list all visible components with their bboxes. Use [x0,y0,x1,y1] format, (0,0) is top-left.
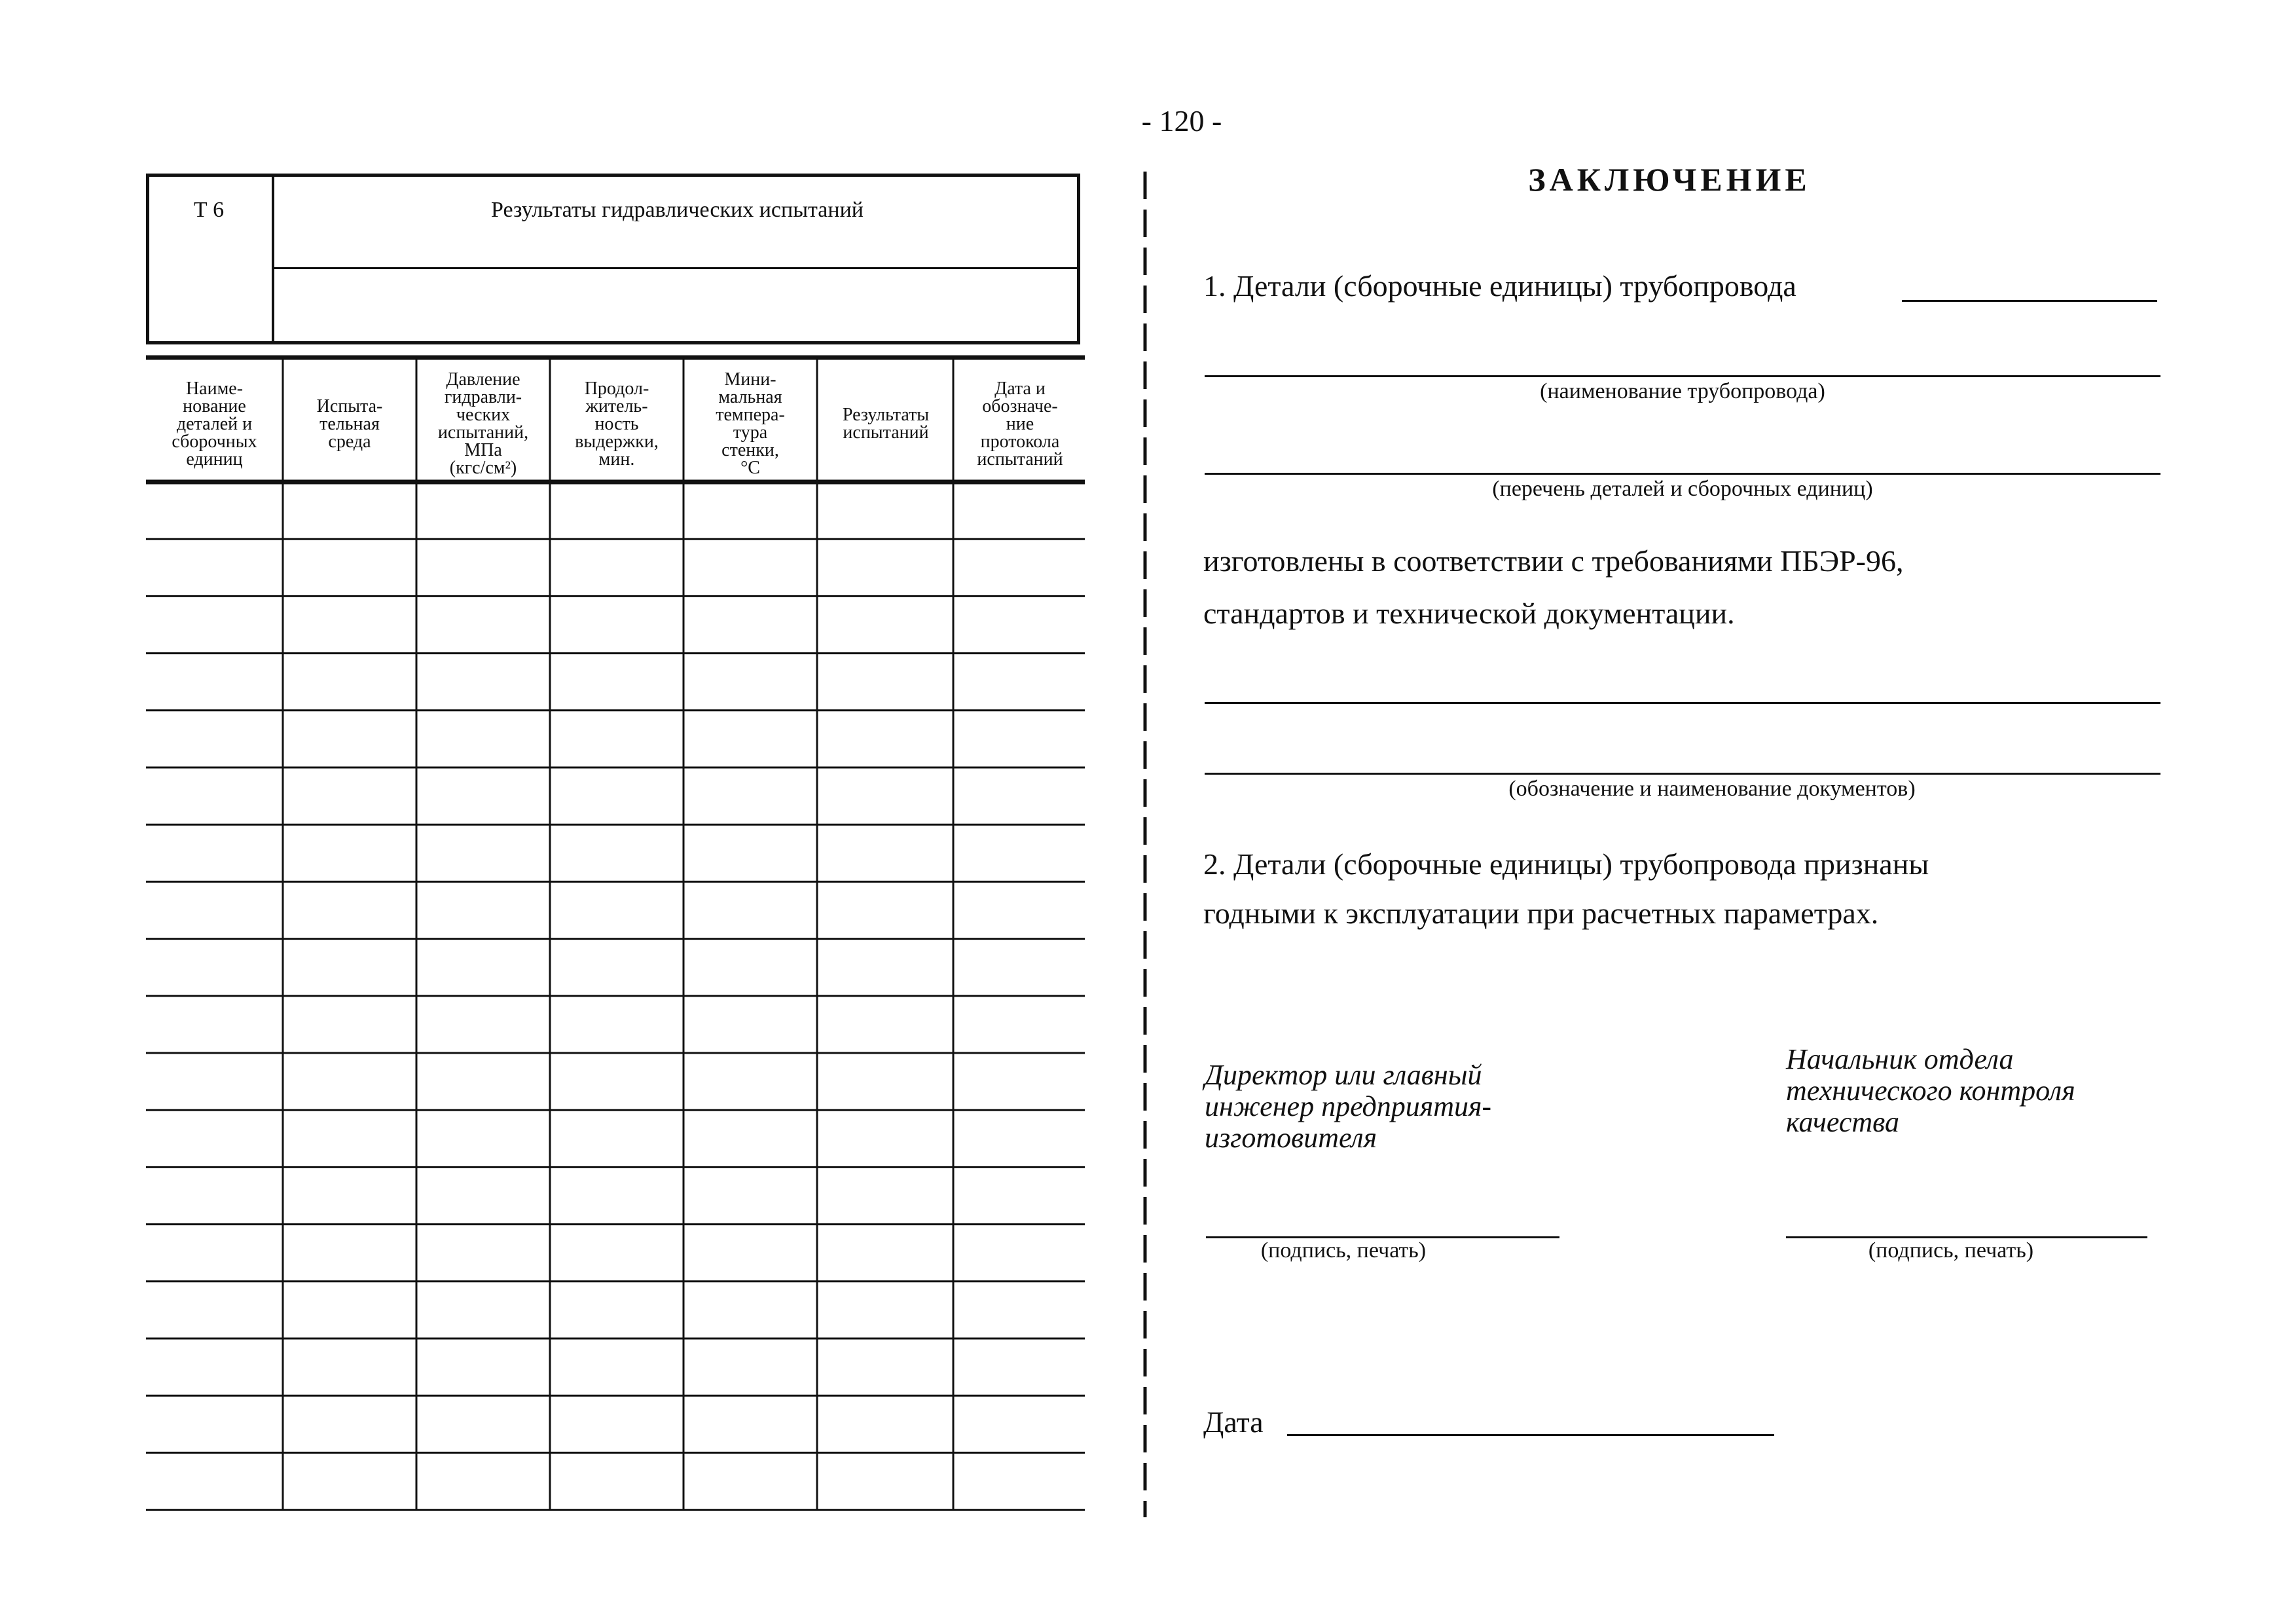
table-cell[interactable] [818,883,952,936]
pipeline-name-line[interactable] [1205,375,2160,377]
table-cell[interactable] [818,541,952,594]
table-cell[interactable] [551,998,682,1051]
table-cell[interactable] [955,941,1084,994]
table-cell[interactable] [147,941,282,994]
table-cell[interactable] [147,598,282,651]
col-header-line: (кгс/см²) [449,458,517,478]
table-cell[interactable] [147,826,282,879]
table-cell[interactable] [551,1340,682,1393]
col-header-line: испытаний [977,449,1063,470]
table-cell[interactable] [284,1055,415,1108]
table-cell[interactable] [147,1112,282,1165]
table-cell[interactable] [418,1227,549,1280]
col-header-line: тельная [319,413,380,434]
documents-line-2[interactable] [1205,773,2160,775]
table-cell[interactable] [284,998,415,1051]
table-cell[interactable] [147,541,282,594]
table-cell[interactable] [955,1055,1084,1108]
table-cell[interactable] [147,1283,282,1337]
table-cell[interactable] [551,941,682,994]
table-cell[interactable] [418,941,549,994]
table-cell[interactable] [418,1397,549,1450]
table-cell[interactable] [551,1055,682,1108]
col-header-line: единиц [186,449,243,470]
table-cell[interactable] [955,484,1084,537]
table-cell[interactable] [284,769,415,822]
table-cell[interactable] [418,1112,549,1165]
table-cell[interactable] [955,883,1084,936]
table-cell[interactable] [147,883,282,936]
col-header-line: мальная [718,387,782,407]
table-cell[interactable] [955,769,1084,822]
signature-caption-left: (подпись, печать) [1260,1238,1427,1263]
table-cell[interactable] [955,1397,1084,1450]
table-cell[interactable] [284,1397,415,1450]
table-cell[interactable] [685,769,816,822]
signatory-right-line: технического контроля [1786,1075,2075,1107]
table-cell[interactable] [147,998,282,1051]
table-cell[interactable] [418,1055,549,1108]
col-header-line: испытаний, [437,422,529,443]
col-header-line: ческих [456,405,511,425]
table-cell[interactable] [955,1454,1084,1507]
table-cell[interactable] [551,1397,682,1450]
table-cell[interactable] [818,1283,952,1337]
table-cell[interactable] [418,769,549,822]
form-title: Результаты гидравлических испытаний [491,198,864,222]
table-cell[interactable] [551,1454,682,1507]
table-cell[interactable] [818,826,952,879]
caption-documents: (обозначение и наименование документов) [1508,777,1916,801]
col-header-line: испытаний [843,422,929,443]
date-line[interactable] [1287,1434,1774,1436]
table-cell[interactable] [147,484,282,537]
table-cell[interactable] [818,1227,952,1280]
table-cell[interactable] [418,712,549,766]
caption-pipeline: (наименование трубопровода) [1540,379,1825,403]
table-cell[interactable] [818,769,952,822]
table-cell[interactable] [685,998,816,1051]
table-cell[interactable] [955,1340,1084,1393]
col-header-line: протокола [980,431,1060,452]
table-cell[interactable] [418,541,549,594]
table-cell[interactable] [685,1397,816,1450]
table-cell[interactable] [551,541,682,594]
col-header-line: Дата и [994,378,1046,399]
col-header-line: обозначе- [982,396,1058,416]
signature-caption-right: (подпись, печать) [1868,1238,2034,1263]
caption-parts: (перечень деталей и сборочных единиц) [1492,477,1873,501]
col-header-line: выдержки, [575,431,659,452]
date-label: Дата [1203,1405,1264,1439]
conclusion-title: ЗАКЛЮЧЕНИЕ [1528,161,1811,198]
table-cell[interactable] [418,484,549,537]
table-cell[interactable] [551,769,682,822]
col-header-line: Испыта- [316,396,383,416]
col-header-duration [551,365,682,482]
form-subtitle-field[interactable] [274,269,1078,341]
cut-line-divider [1142,172,1148,1517]
col-header-pressure [418,365,549,482]
table-cell[interactable] [955,1227,1084,1280]
table-cell[interactable] [818,1169,952,1222]
signatory-right-title [1786,1044,2075,1138]
col-header-line: ние [1006,413,1034,434]
table-cell[interactable] [284,655,415,709]
table-cell[interactable] [818,712,952,766]
table-cell[interactable] [551,883,682,936]
table-cell[interactable] [685,1112,816,1165]
table-cell[interactable] [284,883,415,936]
table-cell[interactable] [551,598,682,651]
parts-list-line[interactable] [1205,473,2160,475]
form-code: Т 6 [193,198,225,222]
col-header-line: МПа [464,440,502,460]
table-cell[interactable] [685,941,816,994]
table-cell[interactable] [147,1169,282,1222]
col-header-line: тура [733,422,768,443]
table-cell[interactable] [955,826,1084,879]
col-header-line: мин. [598,449,635,470]
page-number: - 120 - [1141,104,1222,138]
table-cell[interactable] [418,1454,549,1507]
table-cell[interactable] [284,941,415,994]
col-header-line: житель- [585,396,648,416]
table-cell[interactable] [147,1340,282,1393]
table-cell[interactable] [284,1340,415,1393]
table-cell[interactable] [685,1169,816,1222]
table-cell[interactable] [551,826,682,879]
table-cell[interactable] [955,712,1084,766]
table-cell[interactable] [818,998,952,1051]
table-cell[interactable] [955,998,1084,1051]
table-cell[interactable] [147,1397,282,1450]
table-cell[interactable] [955,655,1084,709]
col-header-line: Продол- [584,378,649,399]
table-cell[interactable] [418,998,549,1051]
table-cell[interactable] [685,655,816,709]
table-cell[interactable] [284,598,415,651]
table-cell[interactable] [418,655,549,709]
table-cell[interactable] [551,655,682,709]
table-cell[interactable] [418,1340,549,1393]
compliance-line-1: изготовлены в соответствии с требованиями ПБЭР-96, [1203,544,1904,578]
table-cell[interactable] [284,1454,415,1507]
table-cell[interactable] [284,1227,415,1280]
table-cell[interactable] [284,1112,415,1165]
col-header-min-temperature [685,365,816,482]
col-header-line: Мини- [724,369,776,390]
table-cell[interactable] [818,1454,952,1507]
table-cell[interactable] [551,1283,682,1337]
table-cell[interactable] [147,712,282,766]
table-cell[interactable] [818,1112,952,1165]
table-cell[interactable] [685,1283,816,1337]
table-cell[interactable] [818,655,952,709]
table-cell[interactable] [685,712,816,766]
table-cell[interactable] [147,1227,282,1280]
signatory-left-line: инженер предприятия- [1205,1090,1492,1122]
table-cell[interactable] [818,941,952,994]
col-header-line: гидравли- [444,387,522,407]
table-cell[interactable] [685,1055,816,1108]
table-cell[interactable] [685,883,816,936]
table-cell[interactable] [418,598,549,651]
table-cell[interactable] [955,541,1084,594]
item2-line-1: 2. Детали (сборочные единицы) трубопровода признаны [1203,847,1929,881]
table-cell[interactable] [818,1055,952,1108]
col-header-line: °С [740,458,760,478]
col-header-line: сборочных [172,431,257,452]
table-cell[interactable] [147,1454,282,1507]
table-cell[interactable] [685,1340,816,1393]
col-header-line: нование [183,396,246,416]
pipeline-blank-line[interactable] [1902,300,2157,302]
col-header-results [818,365,953,482]
table-cell[interactable] [685,541,816,594]
col-header-line: стенки, [721,440,779,460]
table-cell[interactable] [147,1055,282,1108]
table-cell[interactable] [147,769,282,822]
signatory-left-line: Директор или главный [1205,1059,1482,1091]
signatory-left-line: изготовителя [1205,1122,1377,1154]
table-cell[interactable] [418,826,549,879]
compliance-line-2: стандартов и технической документации. [1203,597,1735,630]
table-cell[interactable] [685,598,816,651]
table-cell[interactable] [284,712,415,766]
table-cell[interactable] [551,1169,682,1222]
documents-line-1[interactable] [1205,702,2160,704]
item2-line-2: годными к эксплуатации при расчетных параметрах. [1203,896,1879,930]
table-cell[interactable] [284,484,415,537]
table-cell[interactable] [818,1340,952,1393]
results-table [146,354,1085,1517]
col-header-line: темпера- [716,405,785,425]
item1-text: 1. Детали (сборочные единицы) трубопровода [1203,269,1796,303]
table-cell[interactable] [955,598,1084,651]
table-cell[interactable] [284,1283,415,1337]
table-cell[interactable] [685,1454,816,1507]
col-header-line: Наиме- [185,378,244,399]
col-header-line: Результаты [842,405,930,425]
table-cell[interactable] [147,655,282,709]
signatory-left-title [1205,1060,1491,1154]
table-cell[interactable] [685,826,816,879]
table-cell[interactable] [551,1112,682,1165]
signatory-right-line: качества [1786,1106,1899,1138]
table-cell[interactable] [284,1169,415,1222]
table-cell[interactable] [284,541,415,594]
table-cell[interactable] [818,598,952,651]
table-cell[interactable] [284,826,415,879]
table-cell[interactable] [551,484,682,537]
table-cell[interactable] [955,1283,1084,1337]
table-cell[interactable] [955,1112,1084,1165]
col-header-line: среда [328,431,371,452]
col-header-line: Давление [446,369,520,390]
table-cell[interactable] [551,1227,682,1280]
col-header-line: деталей и [176,413,253,434]
table-cell[interactable] [818,1397,952,1450]
col-header-protocol [956,365,1084,482]
table-cell[interactable] [685,1227,816,1280]
table-cell[interactable] [418,883,549,936]
table-cell[interactable] [685,484,816,537]
col-header-test-medium [284,365,415,482]
signatory-right-line: Начальник отдела [1786,1043,2014,1075]
table-cell[interactable] [418,1169,549,1222]
table-cell[interactable] [955,1169,1084,1222]
col-header-part-name [147,365,282,482]
table-cell[interactable] [818,484,952,537]
col-header-line: ность [594,413,639,434]
table-cell[interactable] [418,1283,549,1337]
table-cell[interactable] [551,712,682,766]
